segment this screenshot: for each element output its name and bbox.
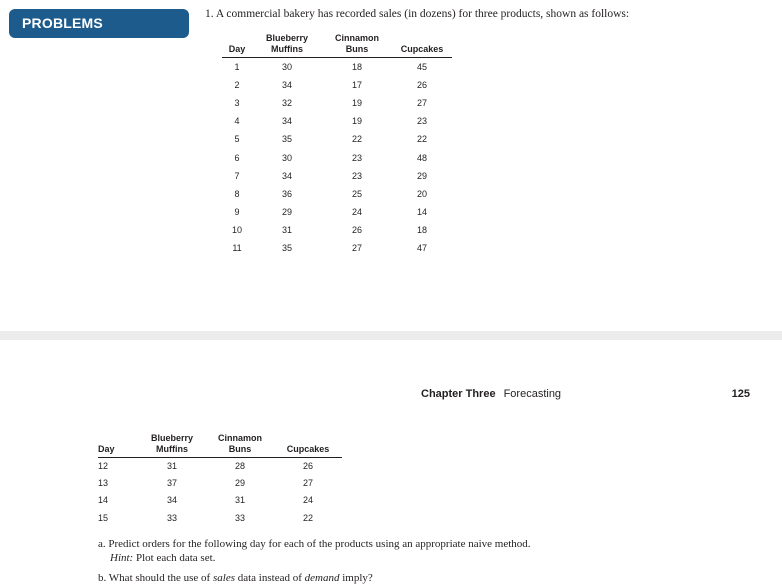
cell-cupcakes: 27 (416, 97, 427, 108)
cell-cinnamon-buns: 28 (234, 461, 245, 472)
cell-cupcakes: 27 (302, 478, 313, 489)
table-row (222, 239, 452, 257)
cell-blueberry-muffins: 35 (281, 243, 292, 254)
cell-cinnamon-buns: 26 (351, 225, 362, 236)
cell-cupcakes: 23 (416, 116, 427, 127)
cell-day: 10 (231, 225, 242, 236)
cell-cupcakes: 18 (416, 225, 427, 236)
page-number: 125 (731, 388, 750, 400)
cell-day: 3 (234, 97, 240, 108)
cell-day: 1 (234, 61, 240, 72)
chapter-label: Chapter Three (421, 388, 496, 400)
cell-cupcakes: 26 (416, 79, 427, 90)
cell-cupcakes: 47 (416, 243, 427, 254)
cell-cinnamon-buns: 19 (351, 97, 362, 108)
table-row (98, 475, 342, 492)
cell-day: 11 (232, 243, 242, 254)
table-row (222, 94, 452, 112)
problems-badge: PROBLEMS (9, 9, 189, 38)
question-a-hint (110, 552, 215, 565)
header-buns-line2: Buns (206, 444, 274, 458)
section-label: Forecasting (503, 388, 562, 400)
question-b-sales: sales (212, 572, 235, 584)
cell-cinnamon-buns: 23 (351, 152, 362, 163)
question-b (98, 572, 373, 585)
cell-day: 9 (234, 207, 240, 218)
cell-cupcakes: 29 (416, 170, 427, 181)
cell-cupcakes: 22 (416, 134, 427, 145)
cell-cinnamon-buns: 18 (351, 61, 362, 72)
cell-blueberry-muffins: 34 (281, 170, 292, 181)
cell-cinnamon-buns: 17 (351, 79, 362, 90)
question-a: a. Predict orders for the following day for each of the products using an appropriate naive method. (98, 538, 531, 550)
cell-cinnamon-buns: 29 (234, 478, 245, 489)
cell-cupcakes: 26 (302, 461, 313, 472)
cell-cinnamon-buns: 24 (351, 207, 362, 218)
table-row (222, 58, 452, 76)
cell-cupcakes: 45 (416, 61, 427, 72)
table-row (98, 492, 342, 509)
cell-blueberry-muffins: 33 (166, 512, 177, 523)
cell-day: 7 (234, 170, 240, 181)
table-row (222, 148, 452, 166)
cell-day: 5 (234, 134, 240, 145)
cell-blueberry-muffins: 32 (281, 97, 292, 108)
hint-text: Plot each data set. (133, 552, 216, 564)
cell-day: 4 (234, 116, 240, 127)
cell-blueberry-muffins: 34 (281, 116, 292, 127)
cell-blueberry-muffins: 35 (281, 134, 292, 145)
header-cupcakes: Cupcakes (392, 44, 452, 58)
cell-cupcakes: 20 (416, 188, 427, 199)
question-b-suffix: imply? (339, 572, 373, 584)
table-row (222, 185, 452, 203)
sales-table-days-1-11 (222, 33, 452, 258)
header-day: Day (98, 444, 138, 458)
header-cupcakes: Cupcakes (274, 444, 342, 458)
table-row (222, 76, 452, 94)
cell-day: 12 (98, 461, 109, 472)
page-break (0, 331, 782, 340)
cell-cinnamon-buns: 22 (351, 134, 362, 145)
table-row (222, 167, 452, 185)
cell-blueberry-muffins: 31 (166, 461, 177, 472)
cell-cupcakes: 22 (302, 512, 313, 523)
sales-table-days-12-15 (98, 433, 342, 526)
cell-day: 14 (98, 495, 109, 506)
cell-cinnamon-buns: 33 (234, 512, 245, 523)
cell-cinnamon-buns: 23 (351, 170, 362, 181)
cell-day: 6 (234, 152, 240, 163)
header-muffins-line2: Muffins (252, 44, 322, 58)
question-b-demand: demand (304, 572, 340, 584)
cell-cinnamon-buns: 19 (351, 116, 362, 127)
cell-blueberry-muffins: 30 (281, 61, 292, 72)
header-buns-line1: Cinnamon (218, 433, 262, 443)
cell-blueberry-muffins: 30 (281, 152, 292, 163)
header-muffins-line1: Blueberry (265, 33, 309, 43)
problem-intro: 1. A commercial bakery has recorded sales (in dozens) for three products, shown as follows: (205, 8, 630, 20)
cell-cinnamon-buns: 25 (351, 188, 362, 199)
header-muffins-line2: Muffins (138, 444, 206, 458)
cell-day: 2 (234, 79, 240, 90)
cell-blueberry-muffins: 29 (281, 207, 292, 218)
table-row (222, 203, 452, 221)
table-row (222, 221, 452, 239)
table-row (98, 458, 342, 475)
header-muffins-line1: Blueberry (150, 433, 194, 443)
cell-blueberry-muffins: 36 (281, 188, 292, 199)
header-buns-line2: Buns (322, 44, 392, 58)
hint-label: Hint: (110, 552, 134, 564)
cell-blueberry-muffins: 37 (166, 478, 177, 489)
table-row (222, 130, 452, 148)
cell-cinnamon-buns: 27 (351, 243, 362, 254)
cell-blueberry-muffins: 34 (166, 495, 177, 506)
header-buns-line1: Cinnamon (335, 33, 379, 43)
cell-cupcakes: 48 (416, 152, 427, 163)
cell-cupcakes: 24 (302, 495, 313, 506)
header-day: Day (222, 44, 252, 58)
cell-cinnamon-buns: 31 (234, 495, 245, 506)
cell-cupcakes: 14 (416, 207, 427, 218)
table-row (222, 112, 452, 130)
cell-blueberry-muffins: 31 (281, 225, 292, 236)
running-head (421, 388, 561, 400)
cell-blueberry-muffins: 34 (281, 79, 292, 90)
question-b-middle: data instead of (234, 572, 305, 584)
cell-day: 13 (98, 478, 109, 489)
question-b-prefix: b. What should the use of (98, 572, 213, 584)
cell-day: 15 (98, 512, 109, 523)
cell-day: 8 (234, 188, 240, 199)
table-row (98, 509, 342, 526)
